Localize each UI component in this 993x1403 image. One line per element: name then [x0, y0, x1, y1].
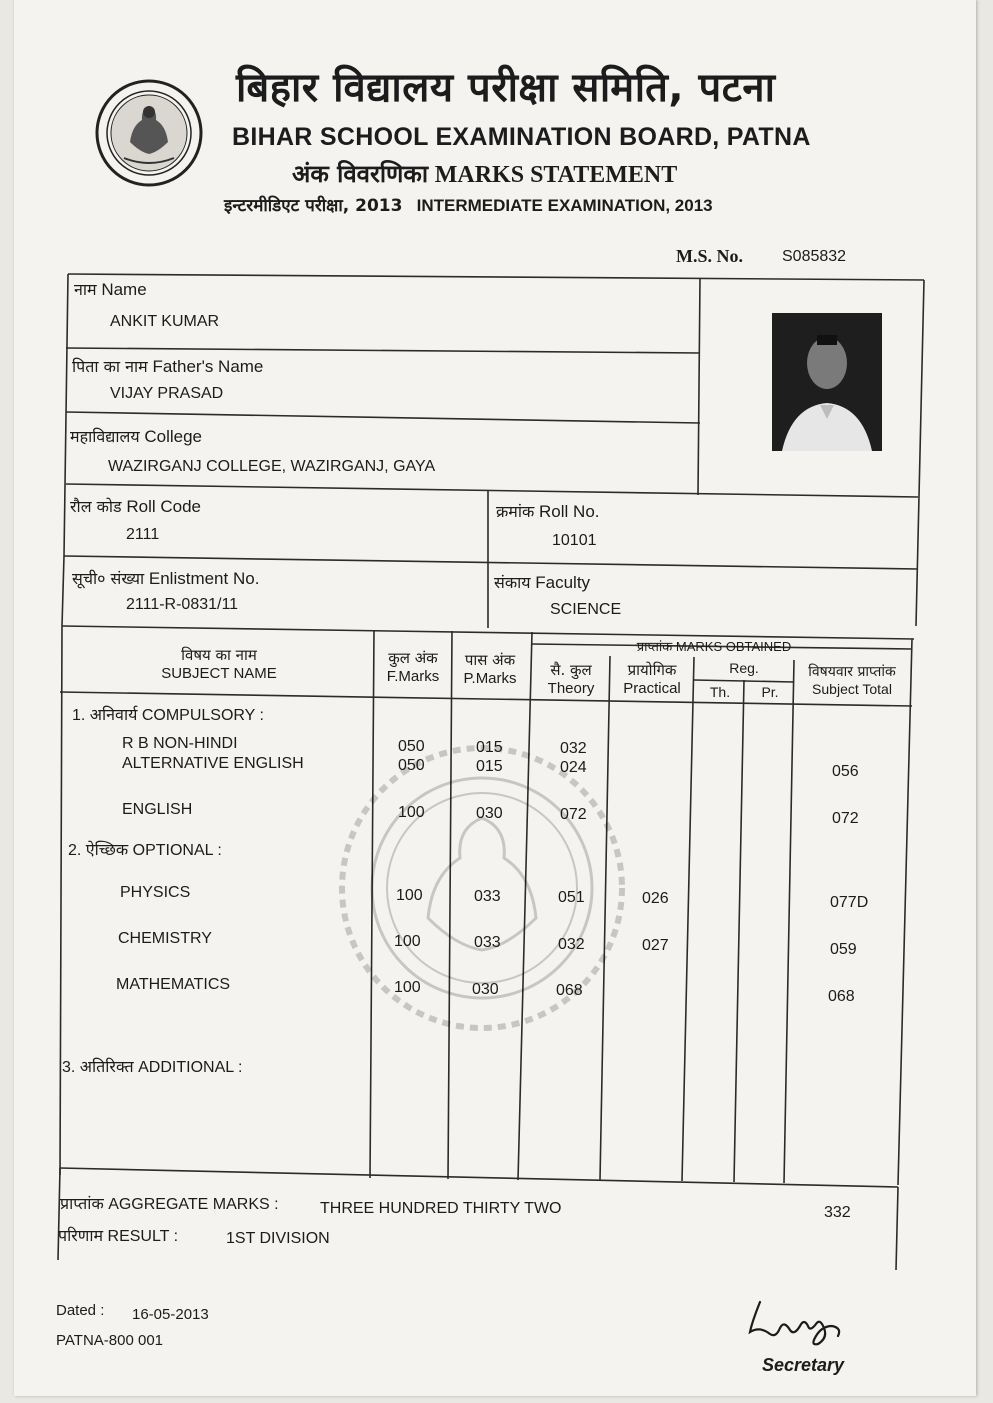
theory-header-english: Theory	[547, 680, 595, 697]
name-label-english: Name	[101, 280, 147, 299]
pass-marks: 030	[476, 805, 503, 822]
theory-header-hindi: सै. कुल	[550, 661, 592, 679]
subject-name: MATHEMATICS	[116, 976, 231, 993]
result-value: 1ST DIVISION	[226, 1230, 330, 1247]
subject-total: 077D	[830, 894, 869, 911]
theory-marks: 068	[556, 982, 583, 999]
ms-no-value: S085832	[782, 248, 847, 265]
section-optional	[68, 838, 222, 860]
subject-header	[154, 645, 284, 682]
secretary-signature	[730, 1290, 890, 1350]
name-label-hindi: नाम	[74, 280, 97, 299]
section-optional-english: OPTIONAL :	[132, 842, 222, 859]
full-marks-header-english: F.Marks	[386, 668, 440, 685]
subject-name: CHEMISTRY	[118, 930, 212, 947]
full-marks-header-hindi: कुल अंक	[388, 649, 438, 667]
roll-no-label-english: Roll No.	[539, 502, 600, 521]
section-additional-number: 3.	[62, 1059, 76, 1076]
marks-statement-sheet	[14, 0, 976, 1396]
form-grid-lines	[14, 0, 976, 1396]
subject-name: R B NON-HINDI	[122, 735, 238, 752]
board-title-hindi: बिहार विद्यालय परीक्षा समिति, पटना	[236, 65, 776, 111]
college-label-english: College	[144, 427, 202, 446]
exam-title-hindi: इन्टरमीडिएट परीक्षा, 2013	[224, 196, 403, 216]
statement-title-hindi: अंक विवरणिका	[292, 160, 429, 188]
theory-marks: 032	[560, 740, 587, 757]
candidate-photo	[772, 313, 882, 451]
aggregate-label	[60, 1192, 279, 1214]
roll-no: 10101	[552, 532, 597, 549]
theory-marks: 072	[560, 806, 587, 823]
subject-total: 059	[830, 941, 857, 958]
full-marks: 050	[398, 757, 425, 774]
roll-no-label	[496, 500, 600, 522]
section-optional-hindi: ऐच्छिक	[85, 840, 129, 859]
aggregate-value: 332	[824, 1204, 851, 1221]
marks-obtained-header-english: MARKS OBTAINED	[675, 639, 792, 654]
roll-code-label-english: Roll Code	[126, 497, 202, 516]
name-label	[74, 278, 147, 300]
roll-code-label	[70, 495, 201, 517]
enlistment-no: 2111-R-0831/11	[126, 596, 239, 613]
subject-total-header	[794, 662, 910, 697]
father-label-hindi: पिता का नाम	[72, 357, 148, 376]
result-label	[58, 1224, 178, 1246]
pass-marks-header-english: P.Marks	[463, 670, 517, 687]
full-marks: 100	[396, 887, 423, 904]
subject-total-header-hindi: विषयवार प्राप्तांक	[808, 664, 896, 680]
pass-marks: 030	[472, 981, 499, 998]
full-marks: 100	[398, 804, 425, 821]
pass-marks: 033	[474, 888, 501, 905]
dated-label: Dated :	[56, 1302, 105, 1319]
practical-marks: 027	[642, 937, 669, 954]
subject-header-hindi: विषय का नाम	[181, 646, 257, 664]
faculty-label-hindi: संकाय	[494, 573, 531, 592]
section-compulsory	[72, 703, 264, 725]
subject-name: ENGLISH	[122, 801, 193, 818]
faculty: SCIENCE	[550, 601, 622, 618]
marks-obtained-header	[614, 637, 814, 655]
board-title-english: BIHAR SCHOOL EXAMINATION BOARD, PATNA	[232, 123, 811, 151]
theory-marks: 051	[558, 889, 585, 906]
subject-name: ALTERNATIVE ENGLISH	[122, 755, 304, 772]
father-name: VIJAY PRASAD	[110, 385, 224, 402]
theory-marks: 032	[558, 936, 585, 953]
subject-total-header-english: Subject Total	[812, 681, 892, 697]
secretary-title: Secretary	[762, 1355, 845, 1375]
pass-marks: 015	[476, 739, 503, 756]
aggregate-words: THREE HUNDRED THIRTY TWO	[320, 1200, 562, 1217]
section-additional	[62, 1055, 242, 1077]
theory-marks: 024	[560, 759, 587, 776]
section-additional-hindi: अतिरिक्त	[79, 1057, 134, 1076]
candidate-name: ANKIT KUMAR	[110, 313, 220, 330]
roll-no-label-hindi: क्रमांक	[496, 502, 535, 521]
statement-title-english: MARKS STATEMENT	[434, 162, 678, 188]
place: PATNA-800 001	[56, 1332, 163, 1349]
practical-header	[612, 660, 692, 697]
section-compulsory-hindi: अनिवार्य	[89, 705, 138, 724]
aggregate-label-hindi: प्राप्तांक	[60, 1194, 104, 1213]
full-marks: 100	[394, 979, 421, 996]
subject-total: 056	[832, 763, 859, 780]
theory-header	[534, 660, 608, 697]
father-name-label	[72, 355, 263, 377]
section-compulsory-number: 1.	[72, 707, 86, 724]
section-optional-number: 2.	[68, 842, 82, 859]
practical-marks: 026	[642, 890, 669, 907]
college-label	[70, 425, 202, 447]
subject-name: PHYSICS	[120, 884, 191, 901]
faculty-label-english: Faculty	[535, 573, 591, 592]
father-label-english: Father's Name	[152, 357, 264, 376]
result-label-hindi: परिणाम	[58, 1226, 104, 1245]
exam-title-english: INTERMEDIATE EXAMINATION, 2013	[416, 196, 713, 215]
enlistment-label-hindi: सूची० संख्या	[72, 569, 145, 588]
roll-code-label-hindi: रौल कोड	[70, 497, 122, 516]
enlistment-label-english: Enlistment No.	[148, 569, 260, 588]
reg-header: Reg.	[729, 660, 759, 676]
roll-code: 2111	[126, 526, 160, 543]
section-additional-english: ADDITIONAL :	[138, 1059, 243, 1076]
reg-practical-header: Pr.	[761, 684, 779, 700]
dated-value: 16-05-2013	[132, 1306, 209, 1323]
full-marks-header	[378, 648, 448, 685]
college-label-hindi: महाविद्यालय	[70, 427, 140, 446]
result-label-english: RESULT :	[107, 1228, 179, 1245]
reg-theory-header: Th.	[709, 684, 731, 700]
practical-header-english: Practical	[623, 680, 681, 697]
full-marks: 050	[398, 738, 425, 755]
pass-marks: 033	[474, 934, 501, 951]
aggregate-label-english: AGGREGATE MARKS :	[108, 1196, 279, 1213]
section-compulsory-english: COMPULSORY :	[141, 707, 264, 724]
college-name: WAZIRGANJ COLLEGE, WAZIRGANJ, GAYA	[108, 458, 436, 475]
enlistment-label	[72, 567, 259, 589]
pass-marks-header	[454, 650, 526, 687]
ms-no-label: M.S. No.	[676, 246, 743, 266]
pass-marks-header-hindi: पास अंक	[464, 651, 516, 669]
subject-total: 072	[832, 810, 859, 827]
marks-obtained-header-hindi: प्राप्तांक	[636, 640, 673, 655]
full-marks: 100	[394, 933, 421, 950]
pass-marks: 015	[476, 758, 503, 775]
faculty-label	[494, 571, 590, 593]
subject-header-english: SUBJECT NAME	[161, 665, 277, 682]
subject-total: 068	[828, 988, 855, 1005]
practical-header-hindi: प्रायोगिक	[627, 661, 677, 679]
